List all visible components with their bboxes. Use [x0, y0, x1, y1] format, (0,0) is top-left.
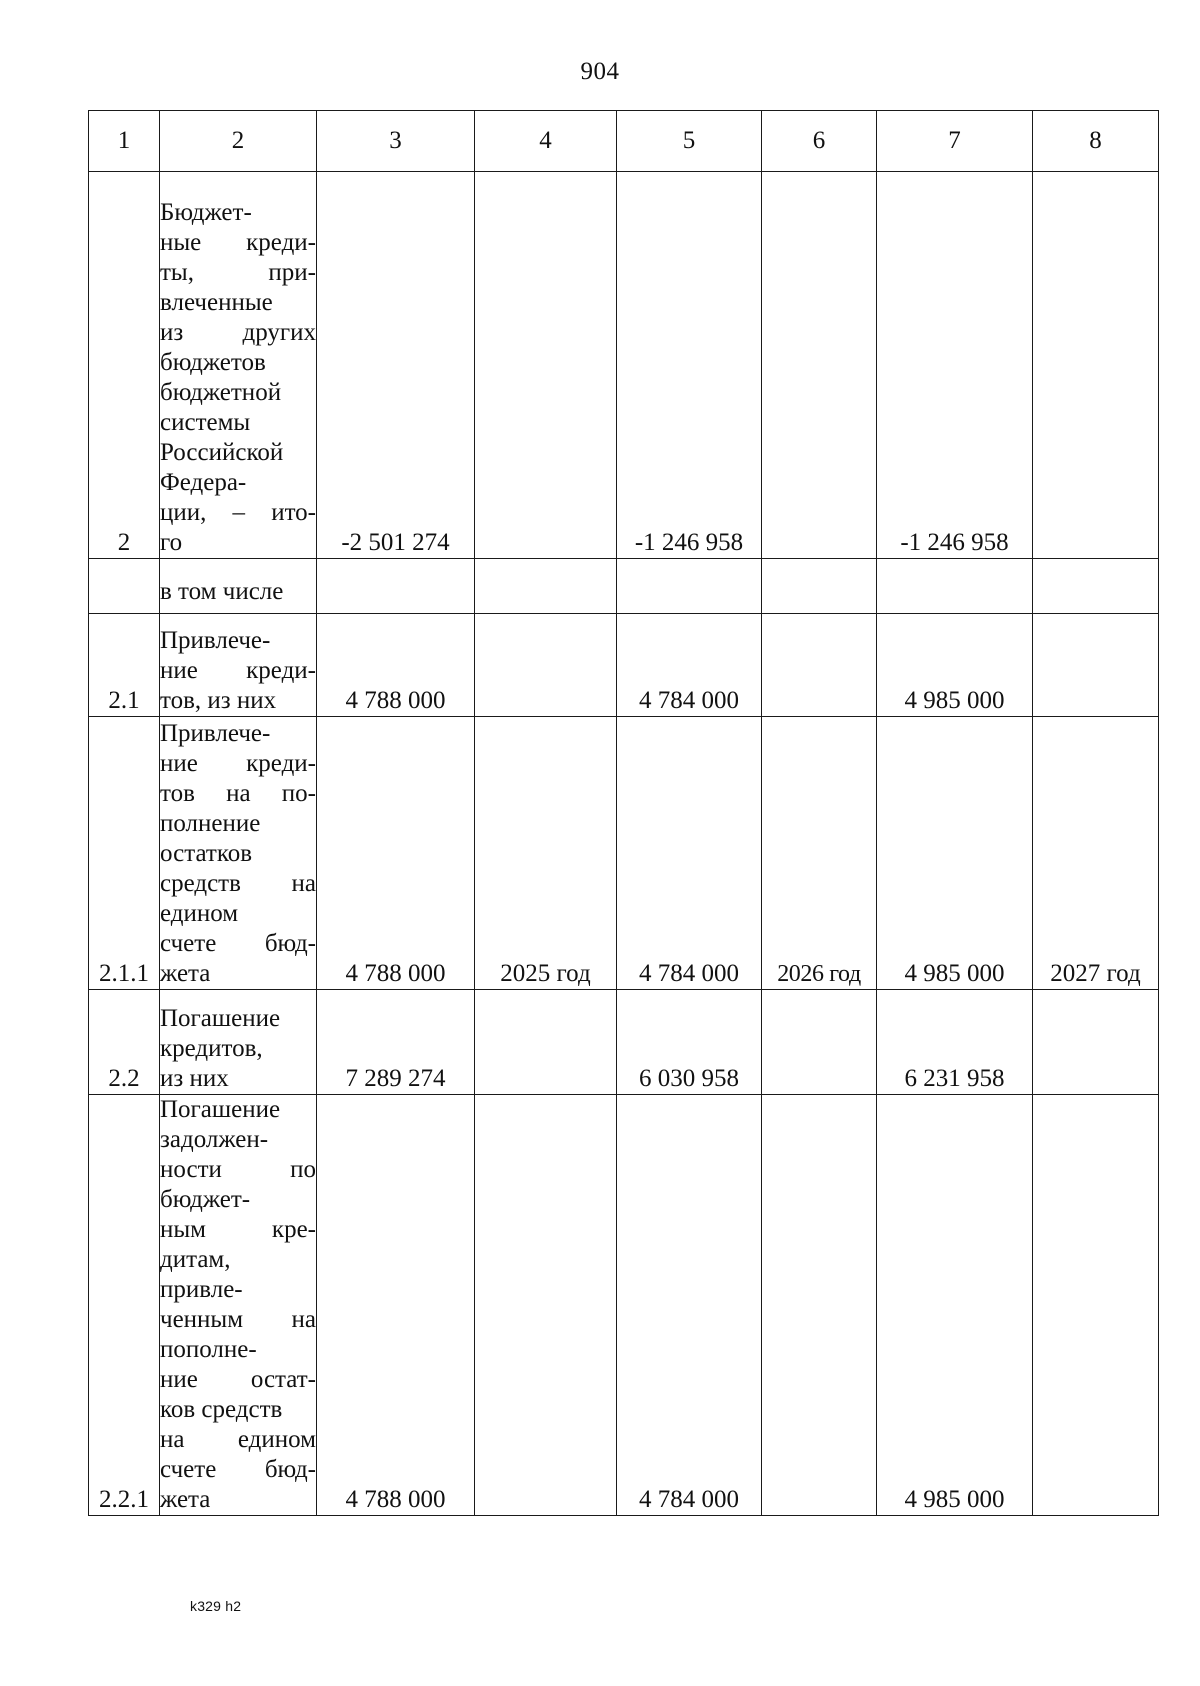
value-cell — [1033, 990, 1159, 1095]
value-cell: 6 231 958 — [877, 990, 1033, 1095]
row-number: 2.2.1 — [89, 1095, 160, 1516]
value-cell — [762, 990, 877, 1095]
row-number: 2 — [89, 172, 160, 559]
row-name-line: тов на по- — [160, 780, 316, 807]
row-name — [160, 172, 317, 559]
table-row — [89, 614, 1159, 717]
row-name-line: едином — [160, 900, 239, 927]
row-name-line: Погашение — [160, 1096, 281, 1123]
year-cell: 2025 год — [475, 717, 617, 990]
value-cell — [475, 172, 617, 559]
row-name-line: тов, из них — [160, 687, 277, 714]
value-cell: 4 985 000 — [877, 717, 1033, 990]
column-number-row — [89, 111, 1159, 172]
row-name-line: Привлече- — [160, 720, 271, 747]
row-name-line: Бюджет- — [160, 199, 252, 226]
value-cell — [475, 990, 617, 1095]
column-header: 8 — [1033, 111, 1159, 172]
value-cell — [475, 559, 617, 614]
row-name-line: задолжен- — [160, 1126, 269, 1153]
row-name-line: системы — [160, 409, 251, 436]
value-cell — [762, 172, 877, 559]
row-name — [160, 1095, 317, 1516]
value-cell: 4 784 000 — [617, 717, 762, 990]
value-cell: 4 788 000 — [317, 1095, 475, 1516]
value-cell — [475, 1095, 617, 1516]
row-number: 2.2 — [89, 990, 160, 1095]
budget-credits-table — [88, 110, 1159, 1516]
value-cell: 6 030 958 — [617, 990, 762, 1095]
row-name — [160, 614, 317, 717]
value-cell: -1 246 958 — [877, 172, 1033, 559]
value-cell — [1033, 559, 1159, 614]
row-name — [160, 990, 317, 1095]
value-cell: 4 784 000 — [617, 614, 762, 717]
row-name-line: привле- — [160, 1276, 243, 1303]
row-name-line: из других — [160, 319, 316, 346]
row-name-line: на едином — [160, 1426, 316, 1453]
row-name-line: остатков — [160, 840, 253, 867]
value-cell: 4 985 000 — [877, 614, 1033, 717]
value-cell: 4 788 000 — [317, 717, 475, 990]
row-name-line: пополне- — [160, 1336, 257, 1363]
row-name-line: Погашение — [160, 1005, 281, 1032]
value-cell — [317, 559, 475, 614]
value-cell: 4 788 000 — [317, 614, 475, 717]
row-name-line: Российской — [160, 439, 284, 466]
table-row — [89, 559, 1159, 614]
value-cell — [762, 559, 877, 614]
row-name-line: счете бюд- — [160, 930, 316, 957]
row-name-line: ности по — [160, 1156, 316, 1183]
row-name-line: жета — [160, 1486, 211, 1513]
row-name-line: Федера- — [160, 469, 247, 496]
table-row — [89, 1095, 1159, 1516]
row-name-line: ным кре- — [160, 1216, 316, 1243]
row-name-line: средств на — [160, 870, 316, 897]
row-name-line: ние остат- — [160, 1366, 316, 1393]
row-name-line: ние креди- — [160, 750, 316, 777]
row-name-line: ние креди- — [160, 657, 316, 684]
row-name-line: го — [160, 529, 183, 556]
value-cell: 4 784 000 — [617, 1095, 762, 1516]
row-name-line: счете бюд- — [160, 1456, 316, 1483]
row-name-line: Привлече- — [160, 627, 271, 654]
row-number: 2.1 — [89, 614, 160, 717]
row-name-line: ченным на — [160, 1306, 316, 1333]
column-header: 7 — [877, 111, 1033, 172]
value-cell — [762, 1095, 877, 1516]
row-name-line: кредитов, — [160, 1035, 263, 1062]
table-row — [89, 717, 1159, 990]
row-name-line: ты, при- — [160, 259, 316, 286]
year-cell: 2026 год — [762, 717, 877, 990]
value-cell — [762, 614, 877, 717]
column-header: 1 — [89, 111, 160, 172]
row-name-line: дитам, — [160, 1246, 231, 1273]
row-name-line: из них — [160, 1065, 229, 1092]
row-name — [160, 717, 317, 990]
value-cell: 4 985 000 — [877, 1095, 1033, 1516]
row-name-line: полнение — [160, 810, 261, 837]
row-name-line: влеченные — [160, 289, 273, 316]
column-header: 2 — [160, 111, 317, 172]
row-name-line: жета — [160, 960, 211, 987]
column-header: 6 — [762, 111, 877, 172]
value-cell — [1033, 614, 1159, 717]
row-name-line: бюджет- — [160, 1186, 251, 1213]
row-number — [89, 559, 160, 614]
value-cell: 7 289 274 — [317, 990, 475, 1095]
column-header: 4 — [475, 111, 617, 172]
document-code: k329 h2 — [190, 1598, 242, 1614]
page-number: 904 — [580, 58, 620, 85]
column-header: 5 — [617, 111, 762, 172]
row-name-line: ков средств — [160, 1396, 283, 1423]
value-cell: -2 501 274 — [317, 172, 475, 559]
table-row — [89, 990, 1159, 1095]
table-row — [89, 172, 1159, 559]
row-number: 2.1.1 — [89, 717, 160, 990]
value-cell: -1 246 958 — [617, 172, 762, 559]
value-cell — [475, 614, 617, 717]
value-cell — [877, 559, 1033, 614]
column-header: 3 — [317, 111, 475, 172]
row-name-line: ные креди- — [160, 229, 316, 256]
row-name-line: бюджетов — [160, 349, 266, 376]
row-name — [160, 559, 317, 614]
value-cell — [1033, 1095, 1159, 1516]
row-name-line: ции, – ито- — [160, 499, 316, 526]
value-cell — [617, 559, 762, 614]
value-cell — [1033, 172, 1159, 559]
year-cell: 2027 год — [1033, 717, 1159, 990]
row-name-line: бюджетной — [160, 379, 282, 406]
row-name-line: в том числе — [160, 578, 284, 605]
